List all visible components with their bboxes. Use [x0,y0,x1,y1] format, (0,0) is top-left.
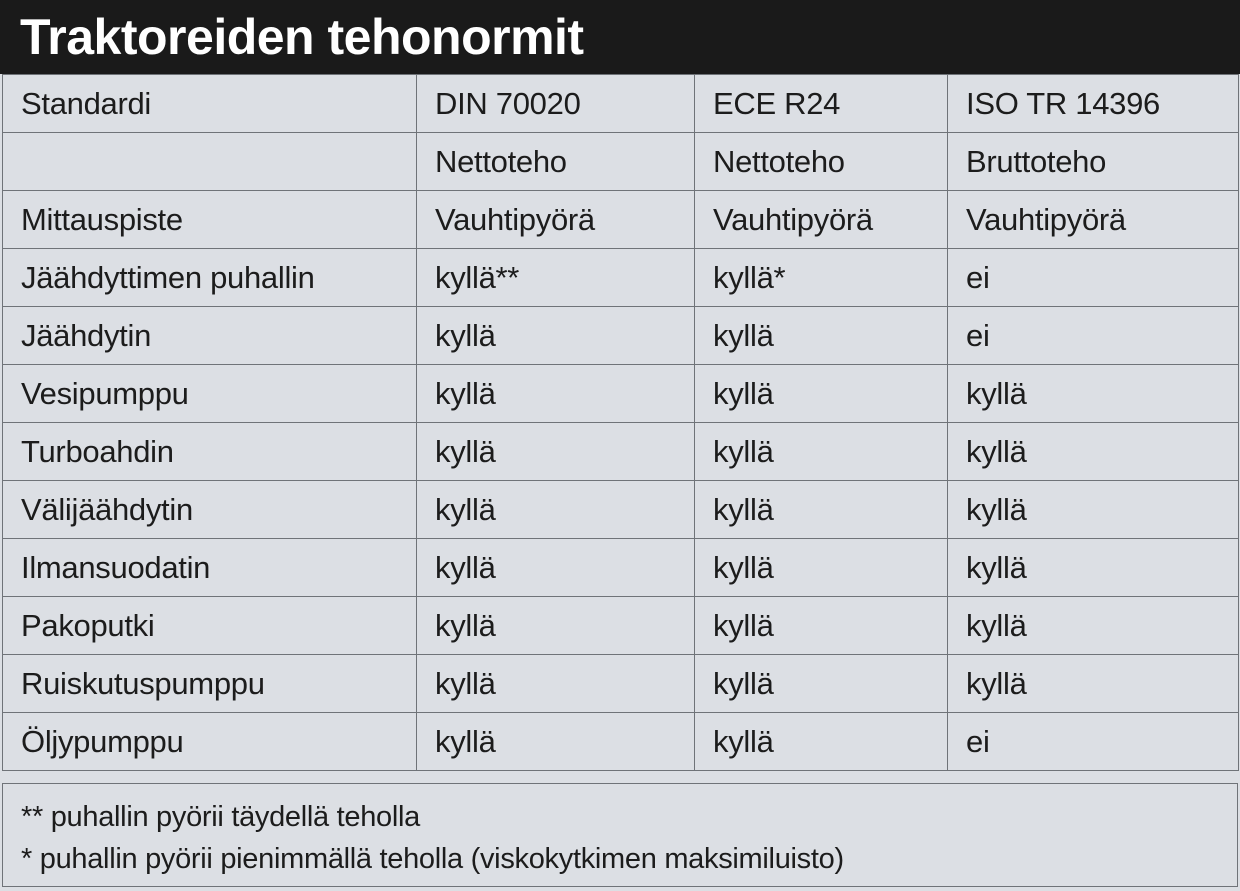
row-standard [3,75,1239,133]
ece-r24-cell: ECE R24 [695,75,948,133]
iso-tr-14396-cell: kyllä [948,481,1239,539]
ece-r24-cell: Nettoteho [695,133,948,191]
feature-cell: Jäähdytin [3,307,417,365]
ece-r24-cell: kyllä [695,481,948,539]
row-air-filter [3,539,1239,597]
feature-cell: Mittauspiste [3,191,417,249]
din-70020-cell: kyllä [417,307,695,365]
din-70020-cell: kyllä** [417,249,695,307]
footnote-double-asterisk: ** puhallin pyörii täydellä teholla [21,801,420,833]
din-70020-cell: DIN 70020 [417,75,695,133]
din-70020-cell: kyllä [417,423,695,481]
ece-r24-cell: Vauhtipyörä [695,191,948,249]
din-70020-cell: kyllä [417,365,695,423]
iso-tr-14396-cell: kyllä [948,655,1239,713]
feature-cell: Öljypumppu [3,713,417,771]
title-bar [0,0,1240,74]
table-body [3,75,1239,771]
din-70020-cell: kyllä [417,655,695,713]
iso-tr-14396-cell: kyllä [948,597,1239,655]
iso-tr-14396-cell: ei [948,249,1239,307]
ece-r24-cell: kyllä [695,365,948,423]
din-70020-cell: kyllä [417,481,695,539]
row-oil-pump [3,713,1239,771]
row-radiator [3,307,1239,365]
feature-cell: Ruiskutuspumppu [3,655,417,713]
iso-tr-14396-cell: Bruttoteho [948,133,1239,191]
ece-r24-cell: kyllä [695,307,948,365]
iso-tr-14396-cell: kyllä [948,539,1239,597]
row-intercooler [3,481,1239,539]
iso-tr-14396-cell: kyllä [948,423,1239,481]
row-injection-pump [3,655,1239,713]
row-exhaust-pipe [3,597,1239,655]
ece-r24-cell: kyllä* [695,249,948,307]
din-70020-cell: Vauhtipyörä [417,191,695,249]
row-power-type [3,133,1239,191]
din-70020-cell: kyllä [417,597,695,655]
ece-r24-cell: kyllä [695,423,948,481]
feature-cell: Välijäähdytin [3,481,417,539]
feature-cell: Turboahdin [3,423,417,481]
feature-cell: Jäähdyttimen puhallin [3,249,417,307]
din-70020-cell: kyllä [417,713,695,771]
feature-cell [3,133,417,191]
iso-tr-14396-cell: ISO TR 14396 [948,75,1239,133]
ece-r24-cell: kyllä [695,597,948,655]
row-radiator-fan [3,249,1239,307]
iso-tr-14396-cell: ei [948,713,1239,771]
row-water-pump [3,365,1239,423]
row-measurement-point [3,191,1239,249]
ece-r24-cell: kyllä [695,655,948,713]
ece-r24-cell: kyllä [695,539,948,597]
power-norms-table [2,74,1239,771]
table-title: Traktoreiden tehonormit [20,9,584,65]
iso-tr-14396-cell: ei [948,307,1239,365]
din-70020-cell: Nettoteho [417,133,695,191]
row-turbocharger [3,423,1239,481]
footnotes [2,783,1238,887]
feature-cell: Standardi [3,75,417,133]
feature-cell: Pakoputki [3,597,417,655]
iso-tr-14396-cell: kyllä [948,365,1239,423]
feature-cell: Vesipumppu [3,365,417,423]
din-70020-cell: kyllä [417,539,695,597]
feature-cell: Ilmansuodatin [3,539,417,597]
footnote-single-asterisk: * puhallin pyörii pienimmällä teholla (viskokytkimen maksimiluisto) [21,843,844,875]
iso-tr-14396-cell: Vauhtipyörä [948,191,1239,249]
ece-r24-cell: kyllä [695,713,948,771]
